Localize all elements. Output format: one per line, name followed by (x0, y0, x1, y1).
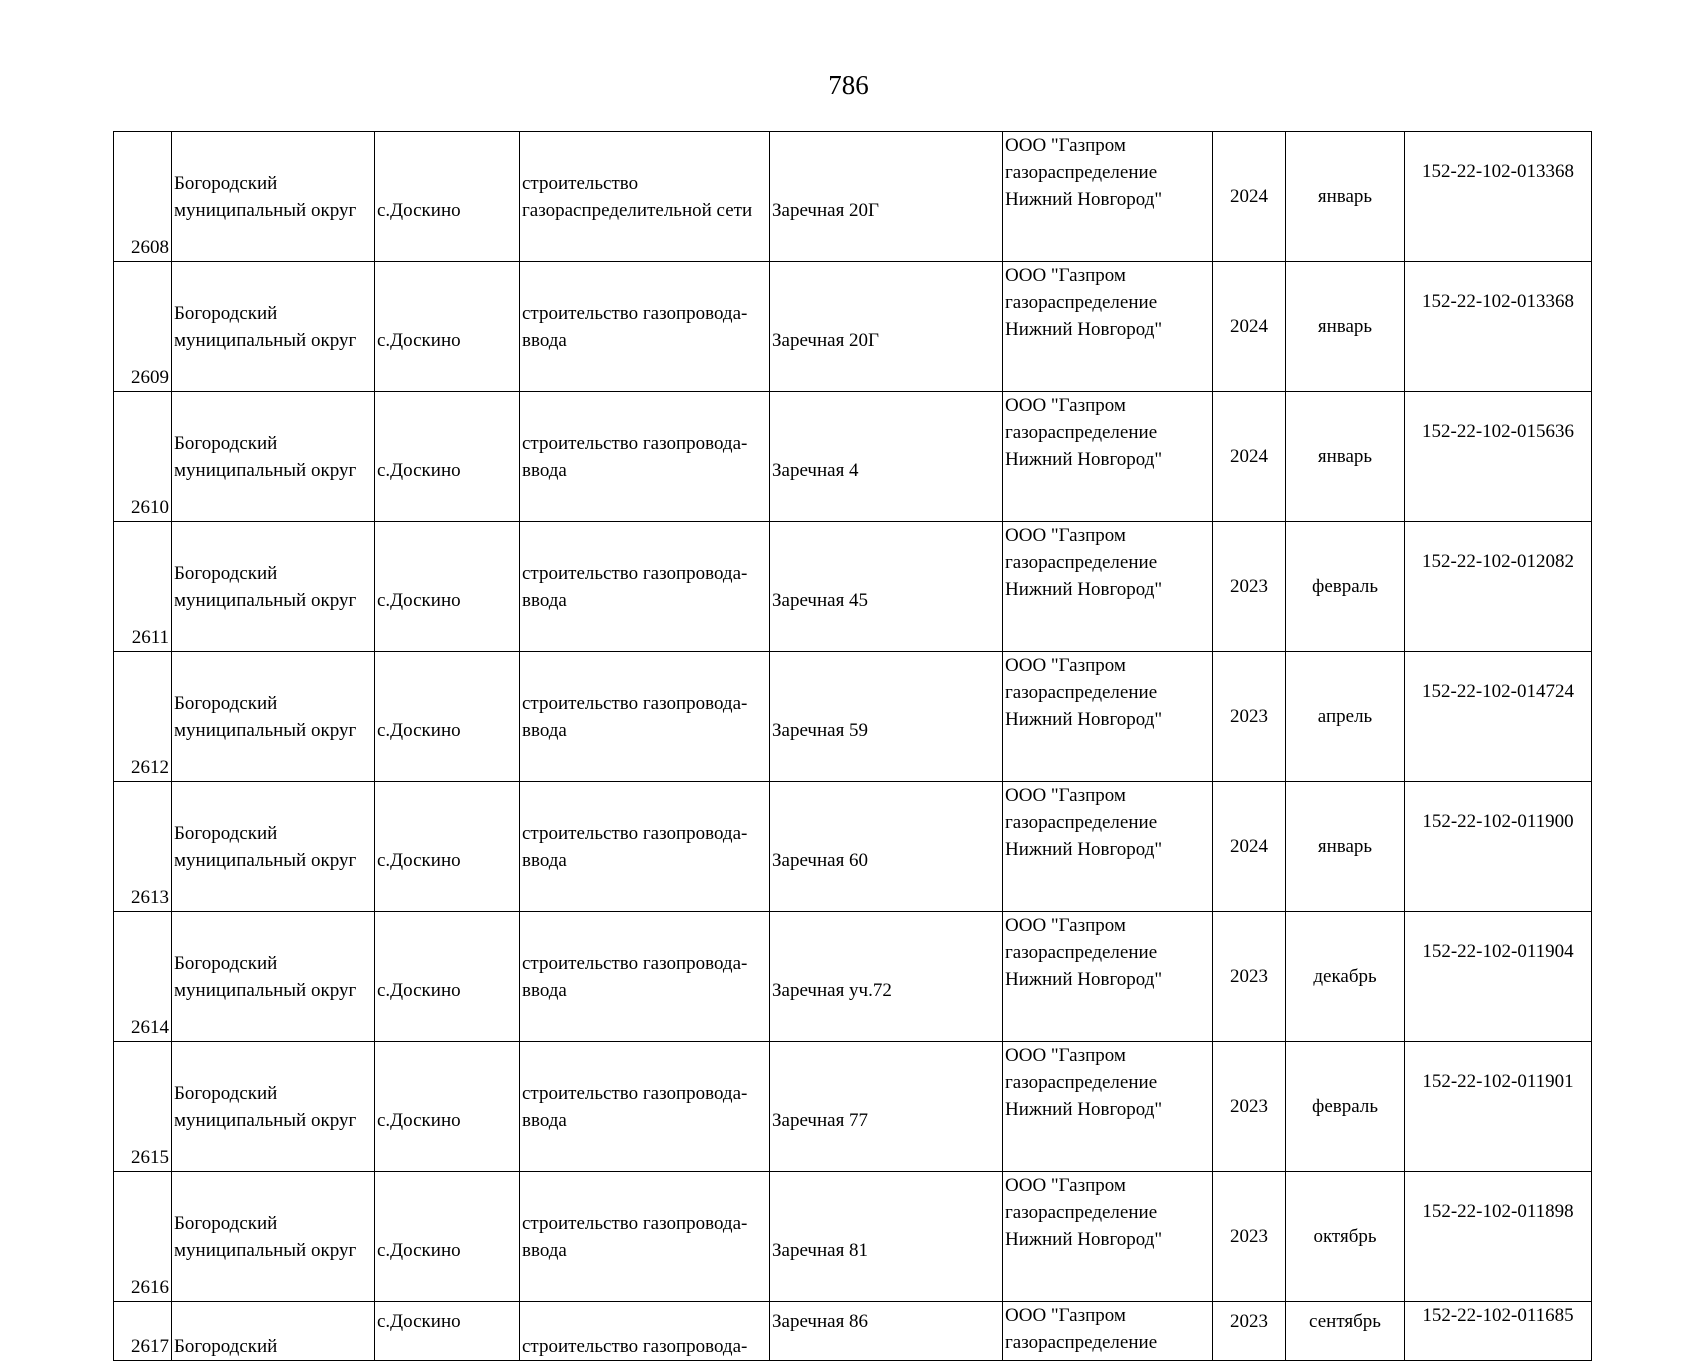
organization-cell-line: Нижний Новгород" (1005, 839, 1163, 860)
district-cell (172, 1302, 375, 1361)
organization-cell (1003, 652, 1213, 782)
work-type-cell-line: ввода (522, 719, 567, 741)
month-cell: октябрь (1286, 1172, 1405, 1302)
work-type-cell (520, 392, 770, 522)
code-cell: 152-22-102-015636 (1405, 392, 1592, 522)
row-number: 2612 (114, 652, 172, 782)
table-row (114, 652, 1592, 782)
organization-cell (1003, 1172, 1213, 1302)
month-cell: декабрь (1286, 912, 1405, 1042)
year-cell: 2023 (1213, 1042, 1286, 1172)
year-cell: 2024 (1213, 262, 1286, 392)
settlement-cell: с.Доскино (375, 262, 520, 392)
month-cell: январь (1286, 132, 1405, 262)
district-cell (172, 782, 375, 912)
work-type-cell-line: газораспределительной сети (522, 199, 753, 221)
district-cell-line: муниципальный округ (174, 589, 357, 611)
settlement-cell: с.Доскино (375, 1172, 520, 1302)
district-cell-line: муниципальный округ (174, 1239, 357, 1261)
work-type-cell-line: ввода (522, 979, 567, 1001)
month-cell: февраль (1286, 522, 1405, 652)
work-type-cell-line: ввода (522, 1239, 567, 1261)
organization-cell-line: газораспределение (1005, 162, 1158, 183)
district-cell (172, 132, 375, 262)
year-cell: 2023 (1213, 912, 1286, 1042)
code-cell: 152-22-102-011901 (1405, 1042, 1592, 1172)
address-cell: Заречная 20Г (770, 132, 1003, 262)
work-type-cell-line: строительство газопровода- (522, 562, 748, 584)
table-row (114, 782, 1592, 912)
organization-cell-line: ООО "Газпром (1005, 525, 1126, 546)
organization-cell-line: газораспределение (1005, 1202, 1158, 1223)
organization-cell-line: Нижний Новгород" (1005, 1099, 1163, 1120)
address-cell: Заречная 4 (770, 392, 1003, 522)
table-row (114, 262, 1592, 392)
work-type-cell-line: ввода (522, 459, 567, 481)
work-type-cell (520, 912, 770, 1042)
year-cell: 2024 (1213, 392, 1286, 522)
district-cell-line: Богородский (174, 562, 278, 584)
district-cell-line: Богородский (174, 692, 278, 714)
address-cell: Заречная 20Г (770, 262, 1003, 392)
organization-cell-line: Нижний Новгород" (1005, 579, 1163, 600)
district-cell-line: Богородский (174, 1212, 278, 1234)
organization-cell-line: ООО "Газпром (1005, 785, 1126, 806)
organization-cell-line: Нижний Новгород" (1005, 189, 1163, 210)
organization-cell (1003, 262, 1213, 392)
address-cell: Заречная 86 (770, 1302, 1003, 1361)
year-cell: 2024 (1213, 782, 1286, 912)
organization-cell-line: газораспределение (1005, 552, 1158, 573)
month-cell: январь (1286, 262, 1405, 392)
work-type-cell-line: ввода (522, 329, 567, 351)
organization-cell (1003, 392, 1213, 522)
code-cell: 152-22-102-011685 (1405, 1302, 1592, 1361)
address-cell: Заречная уч.72 (770, 912, 1003, 1042)
organization-cell-line: Нижний Новгород" (1005, 319, 1163, 340)
address-cell: Заречная 60 (770, 782, 1003, 912)
address-cell: Заречная 81 (770, 1172, 1003, 1302)
year-cell: 2023 (1213, 652, 1286, 782)
code-cell: 152-22-102-013368 (1405, 262, 1592, 392)
district-cell-line: Богородский (174, 952, 278, 974)
settlement-cell: с.Доскино (375, 392, 520, 522)
work-type-cell-line: строительство газопровода- (522, 952, 748, 974)
code-cell: 152-22-102-012082 (1405, 522, 1592, 652)
table-row (114, 392, 1592, 522)
month-cell: январь (1286, 782, 1405, 912)
district-cell-line: Богородский (174, 432, 278, 454)
work-type-cell-line: строительство газопровода- (522, 1082, 748, 1104)
organization-cell (1003, 132, 1213, 262)
month-cell: январь (1286, 392, 1405, 522)
work-type-cell (520, 782, 770, 912)
organization-cell-line: ООО "Газпром (1005, 135, 1126, 156)
table-row (114, 1302, 1592, 1361)
district-cell-line: Богородский (174, 1336, 278, 1357)
row-number: 2609 (114, 262, 172, 392)
district-cell-line: Богородский (174, 302, 278, 324)
row-number: 2617 (114, 1302, 172, 1361)
work-type-cell-line: ввода (522, 849, 567, 871)
organization-cell-line: Нижний Новгород" (1005, 1229, 1163, 1250)
organization-cell-line: ООО "Газпром (1005, 915, 1126, 936)
page-number: 786 (828, 70, 869, 100)
district-cell-line: муниципальный округ (174, 979, 357, 1001)
year-cell: 2023 (1213, 522, 1286, 652)
organization-cell (1003, 1302, 1213, 1361)
table-row (114, 132, 1592, 262)
code-cell: 152-22-102-011900 (1405, 782, 1592, 912)
district-cell-line: муниципальный округ (174, 199, 357, 221)
year-cell: 2023 (1213, 1172, 1286, 1302)
district-cell (172, 912, 375, 1042)
work-type-cell-line: строительство газопровода- (522, 1212, 748, 1234)
organization-cell-line: Нижний Новгород" (1005, 709, 1163, 730)
organization-cell-line: ООО "Газпром (1005, 1305, 1126, 1326)
work-type-cell-line: строительство газопровода- (522, 432, 748, 454)
organization-cell-line: ООО "Газпром (1005, 395, 1126, 416)
table-body (114, 132, 1592, 1361)
organization-cell (1003, 782, 1213, 912)
district-cell (172, 652, 375, 782)
organization-cell-line: газораспределение (1005, 942, 1158, 963)
district-cell (172, 522, 375, 652)
organization-cell-line: ООО "Газпром (1005, 265, 1126, 286)
organization-cell-line: ООО "Газпром (1005, 1175, 1126, 1196)
code-cell: 152-22-102-014724 (1405, 652, 1592, 782)
year-cell: 2023 (1213, 1302, 1286, 1361)
organization-cell-line: газораспределение (1005, 1332, 1158, 1353)
work-type-cell (520, 522, 770, 652)
work-type-cell (520, 1302, 770, 1361)
work-type-cell-line: строительство газопровода- (522, 302, 748, 324)
code-cell: 152-22-102-011904 (1405, 912, 1592, 1042)
work-type-cell-line: ввода (522, 1109, 567, 1131)
address-cell: Заречная 45 (770, 522, 1003, 652)
row-number: 2615 (114, 1042, 172, 1172)
month-cell: февраль (1286, 1042, 1405, 1172)
address-cell: Заречная 77 (770, 1042, 1003, 1172)
organization-cell-line: Нижний Новгород" (1005, 969, 1163, 990)
district-cell-line: Богородский (174, 172, 278, 194)
district-cell (172, 1042, 375, 1172)
district-cell (172, 392, 375, 522)
row-number: 2613 (114, 782, 172, 912)
organization-cell (1003, 912, 1213, 1042)
settlement-cell: с.Доскино (375, 132, 520, 262)
table-row (114, 912, 1592, 1042)
row-number: 2608 (114, 132, 172, 262)
organization-cell-line: Нижний Новгород" (1005, 449, 1163, 470)
district-cell-line: Богородский (174, 822, 278, 844)
month-cell: апрель (1286, 652, 1405, 782)
work-type-cell (520, 1042, 770, 1172)
organization-cell-line: газораспределение (1005, 1072, 1158, 1093)
row-number: 2614 (114, 912, 172, 1042)
district-cell-line: муниципальный округ (174, 329, 357, 351)
district-cell-line: муниципальный округ (174, 719, 357, 741)
district-cell (172, 1172, 375, 1302)
work-type-cell (520, 262, 770, 392)
address-cell: Заречная 59 (770, 652, 1003, 782)
settlement-cell: с.Доскино (375, 652, 520, 782)
organization-cell-line: газораспределение (1005, 422, 1158, 443)
registry-table (113, 131, 1592, 1361)
work-type-cell-line: ввода (522, 589, 567, 611)
row-number: 2611 (114, 522, 172, 652)
settlement-cell: с.Доскино (375, 912, 520, 1042)
table-row (114, 1042, 1592, 1172)
work-type-cell-line: строительство (522, 172, 639, 194)
month-cell: сентябрь (1286, 1302, 1405, 1361)
table-row (114, 522, 1592, 652)
district-cell-line: Богородский (174, 1082, 278, 1104)
work-type-cell-line: строительство газопровода- (522, 822, 748, 844)
organization-cell-line: ООО "Газпром (1005, 1045, 1126, 1066)
settlement-cell: с.Доскино (375, 1042, 520, 1172)
work-type-cell-line: строительство газопровода- (522, 1336, 748, 1357)
organization-cell (1003, 1042, 1213, 1172)
row-number: 2616 (114, 1172, 172, 1302)
district-cell (172, 262, 375, 392)
table-row (114, 1172, 1592, 1302)
organization-cell-line: ООО "Газпром (1005, 655, 1126, 676)
organization-cell-line: газораспределение (1005, 292, 1158, 313)
work-type-cell-line: строительство газопровода- (522, 692, 748, 714)
settlement-cell: с.Доскино (375, 1302, 520, 1361)
work-type-cell (520, 132, 770, 262)
year-cell: 2024 (1213, 132, 1286, 262)
district-cell-line: муниципальный округ (174, 1109, 357, 1131)
district-cell-line: муниципальный округ (174, 849, 357, 871)
work-type-cell (520, 652, 770, 782)
code-cell: 152-22-102-011898 (1405, 1172, 1592, 1302)
organization-cell (1003, 522, 1213, 652)
work-type-cell (520, 1172, 770, 1302)
organization-cell-line: газораспределение (1005, 682, 1158, 703)
settlement-cell: с.Доскино (375, 782, 520, 912)
row-number: 2610 (114, 392, 172, 522)
code-cell: 152-22-102-013368 (1405, 132, 1592, 262)
settlement-cell: с.Доскино (375, 522, 520, 652)
district-cell-line: муниципальный округ (174, 459, 357, 481)
organization-cell-line: газораспределение (1005, 812, 1158, 833)
